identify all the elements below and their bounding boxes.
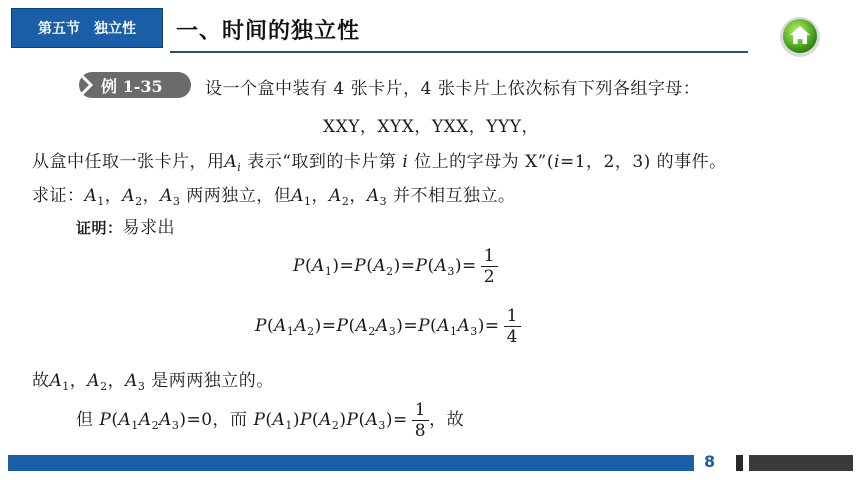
header-divider <box>170 51 748 53</box>
footer-block <box>749 455 853 471</box>
letter-groups: XXY，XYX，YXX，YYY， <box>323 117 539 137</box>
equation-singles: $P(A_1)=P(A_2)=P(A_3)=$ $\frac{1}{2}$ <box>293 246 498 287</box>
problem-line-4: 求证：$A_1$，$A_2$，$A_3$ 两两独立，但$A_1$，$A_2$，$A_3$ 并不相互独立。 <box>32 186 516 208</box>
conclusion-line: 故$A_1$，$A_2$，$A_3$ 是两两独立的。 <box>32 371 274 393</box>
problem-line-3: 从盒中任取一张卡片，用$A_i$ 表示“取到的卡片第 i 位上的字母为 X”(i=1，2，3) 的事件。 <box>32 152 727 174</box>
section-badge: 第五节 独立性 <box>11 8 163 48</box>
fraction-quarter: $\frac{1}{4}$ <box>504 306 521 347</box>
equation-pairs: $P(A_1A_2)=P(A_2A_3)=P(A_1A_3)=$ $\frac{1}{4}$ <box>255 306 521 347</box>
home-icon <box>777 14 823 60</box>
footer-bar <box>8 455 694 471</box>
final-line: 但 $P(A_1A_2A_3)=0$，而 $P(A_1)P(A_2)P(A_3)=$ $\frac{1}{8}$ ，故 <box>76 400 465 441</box>
footer-separator <box>736 455 743 471</box>
proof-intro: 证明：易求出 <box>76 218 176 238</box>
example-label: 例 1-35 <box>101 77 163 96</box>
page-title: 一、时间的独立性 <box>176 19 361 44</box>
problem-line-1: 设一个盒中装有 4 张卡片，4 张卡片上依次标有下列各组字母： <box>205 79 701 99</box>
home-button[interactable] <box>777 14 823 60</box>
page-number: 8 <box>704 452 716 471</box>
example-tag <box>79 72 191 98</box>
fraction-half: $\frac{1}{2}$ <box>481 246 498 287</box>
fraction-eighth: $\frac{1}{8}$ <box>412 400 429 441</box>
